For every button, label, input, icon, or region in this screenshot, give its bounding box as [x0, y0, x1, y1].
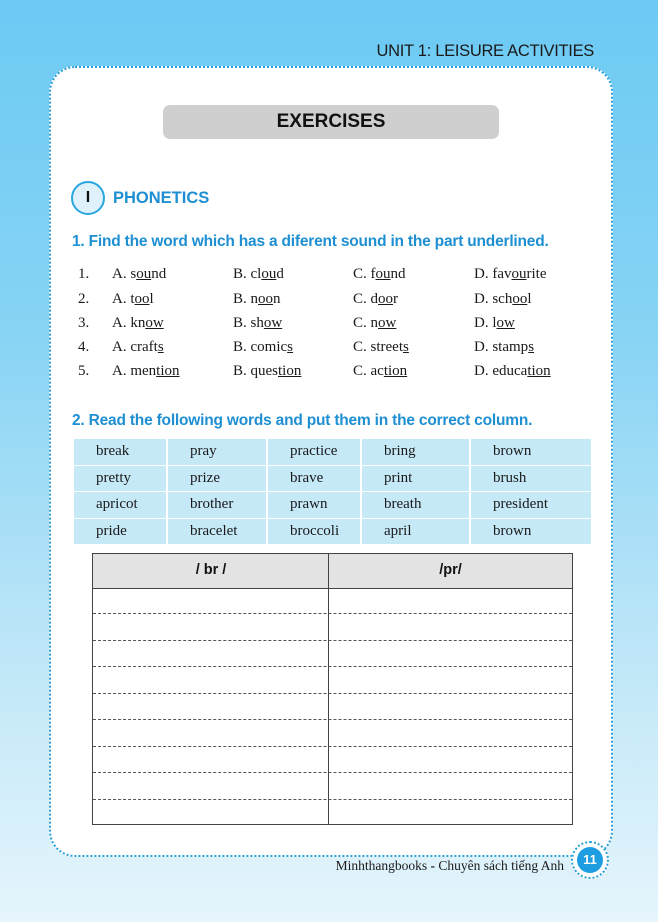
option-text: d — [276, 266, 284, 282]
option-text: kn — [130, 315, 146, 331]
underlined-part: ou — [511, 266, 527, 282]
answer-option — [112, 291, 154, 308]
option-text: C. — [353, 339, 371, 355]
word-row — [74, 466, 591, 493]
word-cell: brave — [268, 466, 360, 493]
option-text: C. — [353, 266, 371, 282]
word-cell: pray — [168, 439, 266, 466]
option-text: C. — [353, 315, 371, 331]
answer-option — [474, 339, 534, 356]
underlined-part: s — [287, 339, 294, 355]
option-text: s — [130, 266, 137, 282]
underlined-part: ou — [261, 266, 277, 282]
task2-instruction: 2. Read the following words and put them in the correct column. — [72, 412, 533, 429]
answer-option — [233, 339, 293, 356]
answer-option — [233, 291, 281, 308]
option-text: nd — [151, 266, 167, 282]
underlined-part: ou — [375, 266, 391, 282]
option-text: t — [130, 291, 135, 307]
option-text: f — [370, 266, 376, 282]
answer-option — [233, 266, 284, 283]
option-text: educa — [492, 363, 528, 379]
option-text: B. — [233, 363, 251, 379]
word-row — [74, 519, 591, 546]
section-header — [71, 181, 209, 215]
option-text: nd — [390, 266, 406, 282]
underlined-part: ow — [496, 315, 515, 331]
answer-option — [233, 363, 301, 380]
option-text: rite — [526, 266, 547, 282]
word-cell: brother — [168, 492, 266, 519]
word-cell: broccoli — [268, 519, 360, 546]
answer-option — [112, 339, 164, 356]
word-cell: break — [74, 439, 166, 466]
answer-option — [353, 266, 406, 283]
answer-option — [353, 339, 409, 356]
option-text: n — [370, 315, 379, 331]
unit-title: UNIT 1: LEISURE ACTIVITIES — [376, 42, 594, 60]
answer-line — [93, 719, 572, 720]
answer-option — [474, 363, 551, 380]
option-text: n — [273, 291, 281, 307]
word-cell: apricot — [74, 492, 166, 519]
option-text: fav — [492, 266, 512, 282]
section-number-badge: I — [71, 181, 105, 215]
option-text: cl — [250, 266, 262, 282]
underlined-part: tion — [278, 363, 302, 379]
option-text: sh — [250, 315, 264, 331]
question-number: 4. — [78, 339, 90, 355]
answer-option — [353, 363, 407, 380]
option-text: A. — [112, 363, 131, 379]
option-text: A. — [112, 291, 131, 307]
option-text: ques — [250, 363, 279, 379]
word-cell: april — [362, 519, 469, 546]
footer-subtitle: Chuyên sách tiếng Anh — [438, 858, 564, 873]
option-text: l — [492, 315, 497, 331]
answer-option — [474, 266, 547, 283]
footer-brand: Minhthangbooks — [335, 858, 428, 873]
option-text: B. — [233, 291, 251, 307]
question-number: 2. — [78, 291, 90, 307]
word-cell: brown — [471, 519, 591, 546]
option-text: D. — [474, 363, 493, 379]
task1-instruction: 1. Find the word which has a diferent sound in the part underlined. — [72, 233, 549, 250]
answer-option — [353, 291, 398, 308]
option-text: D. — [474, 291, 493, 307]
answer-line — [93, 799, 572, 800]
answer-line — [93, 746, 572, 747]
option-text: D. — [474, 266, 493, 282]
option-text: C. — [353, 363, 371, 379]
column-header-pr: /pr/ — [439, 562, 462, 578]
underlined-part: ou — [136, 266, 152, 282]
word-cell: practice — [268, 439, 360, 466]
answer-option — [112, 363, 180, 380]
word-cell: bring — [362, 439, 469, 466]
word-cell: pride — [74, 519, 166, 546]
column-header-br: / br / — [195, 562, 227, 578]
page-number: 11 — [577, 847, 603, 873]
underlined-part: s — [403, 339, 409, 355]
underlined-part: ow — [378, 315, 397, 331]
option-text: ac — [370, 363, 384, 379]
answer-option — [112, 266, 166, 283]
option-text: comic — [250, 339, 288, 355]
underlined-part: oo — [512, 291, 528, 307]
answer-line — [93, 640, 572, 641]
option-text: D. — [474, 339, 493, 355]
option-text: stamp — [492, 339, 529, 355]
sorting-table-header — [93, 554, 572, 589]
option-text: n — [250, 291, 259, 307]
answer-line — [93, 666, 572, 667]
word-row — [74, 439, 591, 466]
section-title: PHONETICS — [113, 188, 210, 207]
option-text: l — [149, 291, 154, 307]
option-text: C. — [353, 291, 371, 307]
underlined-part: tion — [527, 363, 551, 379]
sorting-table — [92, 553, 573, 825]
question-number: 3. — [78, 315, 90, 331]
word-cell: president — [471, 492, 591, 519]
option-text: l — [527, 291, 532, 307]
underlined-part: tion — [156, 363, 180, 379]
option-text: men — [130, 363, 157, 379]
underlined-part: oo — [258, 291, 274, 307]
option-text: D. — [474, 315, 493, 331]
question-number: 5. — [78, 363, 90, 379]
option-text: B. — [233, 315, 251, 331]
underlined-part: oo — [378, 291, 394, 307]
footer-separator: - — [427, 858, 439, 873]
word-cell: brush — [471, 466, 591, 493]
answer-option — [474, 315, 515, 332]
question-number: 1. — [78, 266, 90, 282]
page-number-badge — [571, 841, 609, 879]
option-text: A. — [112, 315, 131, 331]
word-cell: pretty — [74, 466, 166, 493]
option-text: A. — [112, 339, 131, 355]
option-text: r — [393, 291, 399, 307]
word-cell: prize — [168, 466, 266, 493]
footer — [336, 858, 564, 874]
word-row — [74, 492, 591, 519]
option-text: sch — [492, 291, 513, 307]
answer-option — [112, 315, 164, 332]
underlined-part: ow — [263, 315, 283, 331]
word-cell: bracelet — [168, 519, 266, 546]
word-cell: print — [362, 466, 469, 493]
option-text: craft — [130, 339, 158, 355]
option-text: B. — [233, 266, 251, 282]
option-text: d — [370, 291, 379, 307]
word-bank-table — [72, 439, 593, 545]
option-text: street — [370, 339, 403, 355]
underlined-part: oo — [134, 291, 150, 307]
option-text: B. — [233, 339, 251, 355]
underlined-part: s — [528, 339, 535, 355]
word-cell: prawn — [268, 492, 360, 519]
column-divider — [328, 554, 329, 824]
word-cell: breath — [362, 492, 469, 519]
option-text: A. — [112, 266, 131, 282]
answer-option — [474, 291, 532, 308]
answer-option — [233, 315, 282, 332]
underlined-part: ow — [145, 315, 164, 331]
answer-line — [93, 693, 572, 694]
underlined-part: tion — [383, 363, 408, 379]
answer-option — [353, 315, 396, 332]
underlined-part: s — [157, 339, 164, 355]
answer-line — [93, 772, 572, 773]
answer-line — [93, 613, 572, 614]
word-cell: brown — [471, 439, 591, 466]
exercises-banner: EXERCISES — [163, 105, 499, 139]
